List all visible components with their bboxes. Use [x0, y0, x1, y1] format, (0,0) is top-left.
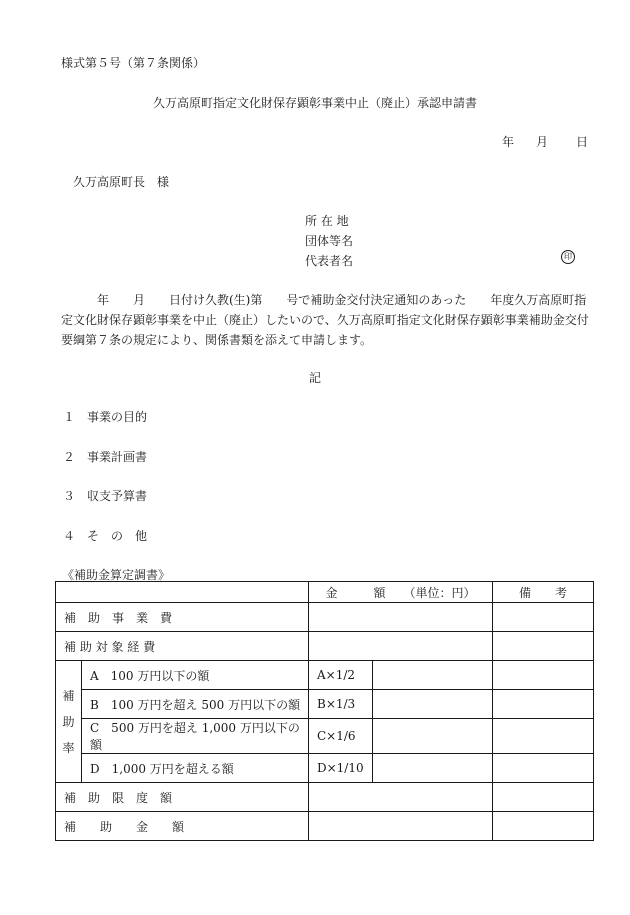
remarks-cell [493, 812, 594, 841]
row-label-limit: 補 助 限 度 額 [56, 783, 309, 812]
remarks-cell [493, 719, 594, 754]
subsidy-calculation-table [55, 581, 594, 841]
amount-cell [373, 661, 493, 690]
rate-label-cell [56, 661, 82, 783]
header-amount: 金 額 （単位：円） [309, 582, 493, 603]
amount-cell [309, 603, 493, 632]
list-item: ４ そ の 他 [63, 529, 148, 543]
rate-label-char: 助 [62, 714, 75, 729]
date-line [502, 133, 588, 150]
rate-tier-label: A 100 万円以下の額 [82, 661, 309, 690]
amount-cell [373, 690, 493, 719]
row-label-project-cost: 補 助 事 業 費 [56, 603, 309, 632]
address-label: 所 在 地 [305, 214, 349, 228]
rate-tier-label: D 1,000 万円を超える額 [82, 754, 309, 783]
list-item: ３ 収支予算書 [63, 489, 148, 503]
date-month: 月 [536, 135, 549, 149]
rate-formula: B×1/3 [309, 690, 373, 719]
table-row [56, 719, 594, 754]
header-remarks: 備 考 [493, 582, 594, 603]
amount-cell [309, 812, 493, 841]
list-item: １ 事業の目的 [63, 410, 148, 424]
table-row [56, 690, 594, 719]
addressee: 久万高原町長 様 [73, 175, 170, 189]
ki-heading: 記 [308, 371, 321, 385]
remarks-cell [493, 603, 594, 632]
rate-label-char: 補 [62, 688, 75, 703]
table-caption: 《補助金算定調書》 [62, 568, 171, 582]
table-row [56, 632, 594, 661]
amount-cell [309, 783, 493, 812]
document-title: 久万高原町指定文化財保存顕彰事業中止（廃止）承認申請書 [152, 96, 477, 110]
rate-formula: D×1/10 [309, 754, 373, 783]
header-blank-cell [56, 582, 309, 603]
rate-tier-label: C 500 万円を超え 1,000 万円以下の額 [82, 719, 309, 754]
table-row [56, 661, 594, 690]
amount-cell [373, 719, 493, 754]
table-row [56, 603, 594, 632]
amount-cell [373, 754, 493, 783]
table-row [56, 783, 594, 812]
amount-cell [309, 632, 493, 661]
rate-label-char: 率 [62, 740, 75, 755]
remarks-cell [493, 783, 594, 812]
table-row [56, 812, 594, 841]
remarks-cell [493, 690, 594, 719]
seal-mark: 印 [561, 250, 575, 264]
rate-formula: A×1/2 [309, 661, 373, 690]
row-label-eligible-cost: 補 助 対 象 経 費 [56, 632, 309, 661]
application-body-text: 年 月 日付け久教(生)第 号で補助金交付決定通知のあった 年度久万高原町指定文化財保存顕彰事業を中止（廃止）したいので、久万高原町指定文化財保存顕彰事業補助金交付要綱第７条の規定により、関係書類を添えて申請します。 [61, 293, 589, 347]
date-year: 年 [502, 135, 515, 149]
table-row [56, 754, 594, 783]
representative-label: 代表者名 [305, 254, 354, 268]
row-label-subsidy-amount: 補 助 金 額 [56, 812, 309, 841]
table-header-row [56, 582, 594, 603]
date-day: 日 [576, 135, 589, 149]
rate-tier-label: B 100 万円を超え 500 万円以下の額 [82, 690, 309, 719]
remarks-cell [493, 754, 594, 783]
list-item: ２ 事業計画書 [63, 450, 148, 464]
form-number: 様式第５号（第７条関係） [61, 56, 206, 70]
remarks-cell [493, 661, 594, 690]
remarks-cell [493, 632, 594, 661]
applicant-block [305, 211, 353, 271]
rate-formula: C×1/6 [309, 719, 373, 754]
organization-label: 団体等名 [305, 234, 354, 248]
